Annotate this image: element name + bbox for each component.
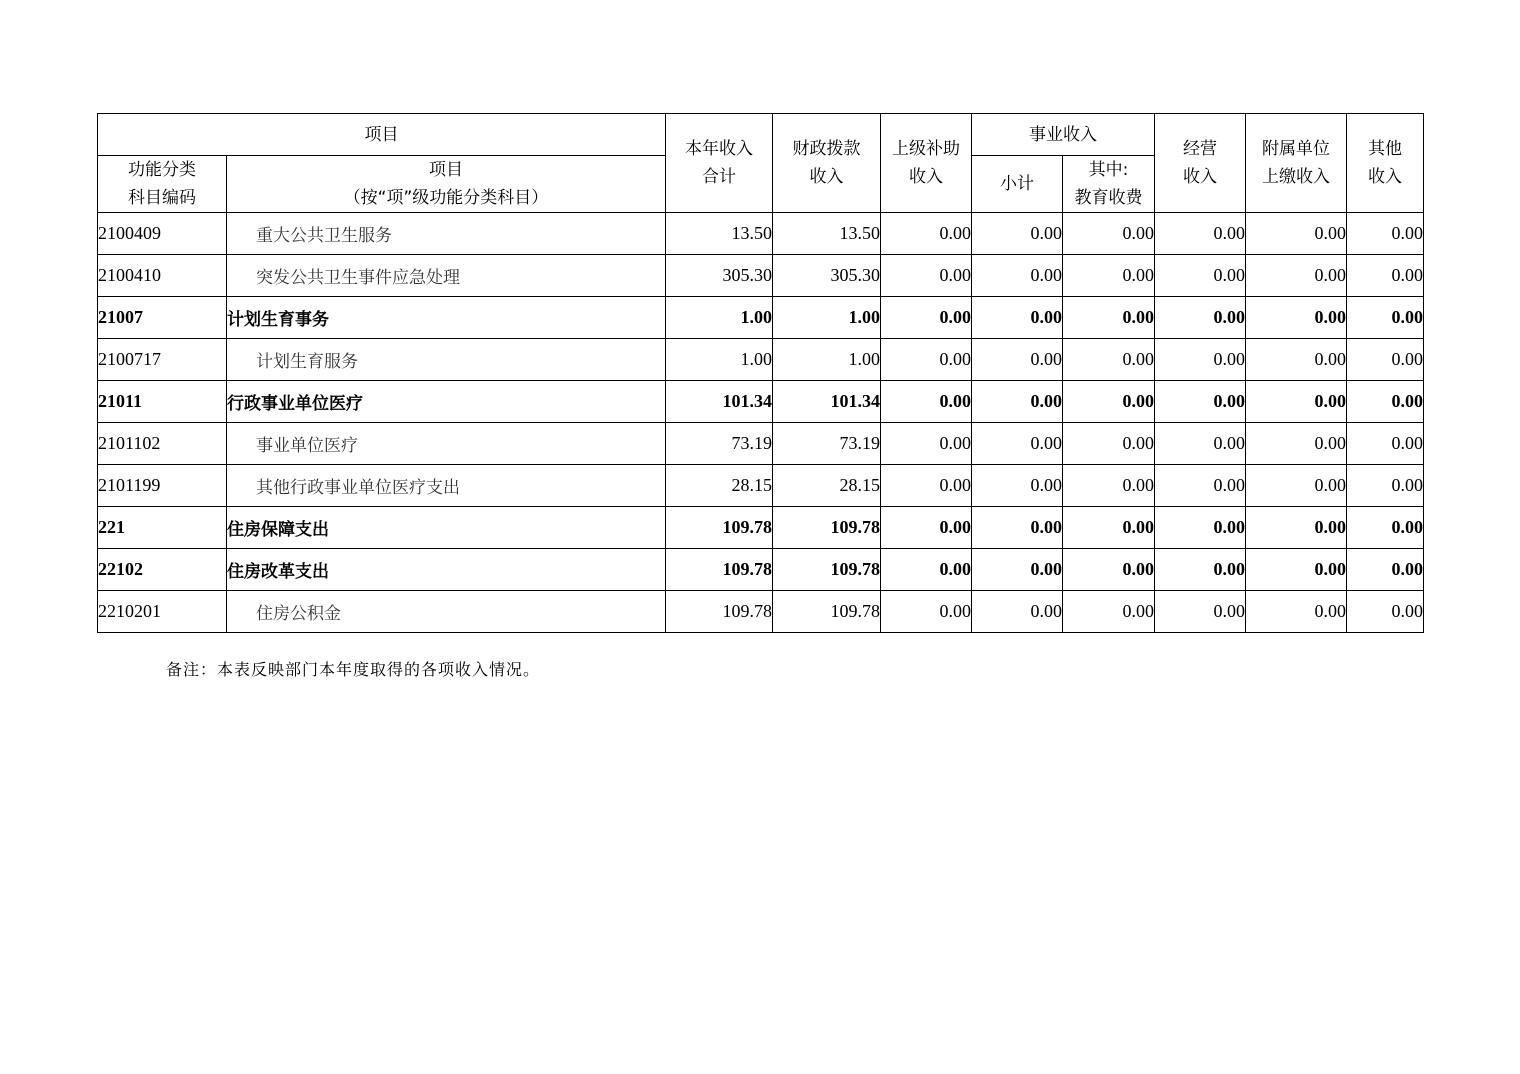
row-name: 计划生育服务 <box>227 339 666 381</box>
row-value: 0.00 <box>972 339 1063 381</box>
row-value: 0.00 <box>1246 423 1347 465</box>
row-code: 221 <box>98 507 227 549</box>
row-value: 0.00 <box>881 549 972 591</box>
row-name: 事业单位医疗 <box>227 423 666 465</box>
row-value: 0.00 <box>1246 339 1347 381</box>
row-value: 13.50 <box>773 213 881 255</box>
row-value: 28.15 <box>666 465 773 507</box>
row-code: 2100409 <box>98 213 227 255</box>
table-row <box>98 213 1424 255</box>
row-value: 1.00 <box>773 339 881 381</box>
row-value: 0.00 <box>1347 339 1424 381</box>
row-value: 0.00 <box>881 591 972 633</box>
row-value: 0.00 <box>1155 255 1246 297</box>
row-name: 计划生育事务 <box>227 297 666 339</box>
header-subsidy: 上级补助 收入 <box>881 114 972 213</box>
header-subtotal: 小计 <box>972 156 1063 213</box>
row-value: 0.00 <box>1063 423 1155 465</box>
row-value: 0.00 <box>1246 381 1347 423</box>
row-value: 0.00 <box>1347 381 1424 423</box>
row-value: 0.00 <box>1063 297 1155 339</box>
row-value: 0.00 <box>1347 591 1424 633</box>
row-value: 109.78 <box>773 507 881 549</box>
row-value: 1.00 <box>666 297 773 339</box>
table-row <box>98 465 1424 507</box>
table-note: 备注：本表反映部门本年度取得的各项收入情况。 <box>166 660 541 679</box>
row-value: 109.78 <box>773 549 881 591</box>
row-value: 0.00 <box>972 213 1063 255</box>
header-total: 本年收入 合计 <box>666 114 773 213</box>
row-value: 109.78 <box>666 507 773 549</box>
row-value: 0.00 <box>972 549 1063 591</box>
row-value: 0.00 <box>1347 507 1424 549</box>
row-value: 0.00 <box>1155 507 1246 549</box>
income-table <box>97 113 1424 633</box>
row-code: 2100410 <box>98 255 227 297</box>
row-value: 0.00 <box>1063 591 1155 633</box>
row-value: 13.50 <box>666 213 773 255</box>
row-value: 1.00 <box>666 339 773 381</box>
row-value: 0.00 <box>881 423 972 465</box>
row-value: 0.00 <box>1063 213 1155 255</box>
row-value: 0.00 <box>1347 549 1424 591</box>
row-value: 305.30 <box>666 255 773 297</box>
row-value: 101.34 <box>666 381 773 423</box>
table-row <box>98 591 1424 633</box>
table-header <box>98 114 1424 213</box>
table-row <box>98 255 1424 297</box>
header-code: 功能分类 科目编码 <box>98 156 227 213</box>
row-name: 重大公共卫生服务 <box>227 213 666 255</box>
row-value: 0.00 <box>1063 549 1155 591</box>
header-other: 其他 收入 <box>1347 114 1424 213</box>
row-value: 0.00 <box>1063 339 1155 381</box>
row-value: 0.00 <box>1246 255 1347 297</box>
row-value: 109.78 <box>773 591 881 633</box>
row-value: 0.00 <box>1155 381 1246 423</box>
row-value: 0.00 <box>1155 339 1246 381</box>
row-value: 0.00 <box>972 465 1063 507</box>
row-value: 0.00 <box>1063 381 1155 423</box>
row-value: 0.00 <box>1063 255 1155 297</box>
row-value: 0.00 <box>881 297 972 339</box>
table-body <box>98 213 1424 633</box>
row-value: 0.00 <box>1155 213 1246 255</box>
row-code: 2101102 <box>98 423 227 465</box>
header-item: 项目 （按“项”级功能分类科目） <box>227 156 666 213</box>
header-fiscal: 财政拨款 收入 <box>773 114 881 213</box>
row-name: 住房改革支出 <box>227 549 666 591</box>
row-value: 0.00 <box>881 381 972 423</box>
row-value: 0.00 <box>972 255 1063 297</box>
row-code: 2101199 <box>98 465 227 507</box>
row-name: 其他行政事业单位医疗支出 <box>227 465 666 507</box>
row-value: 73.19 <box>773 423 881 465</box>
row-name: 突发公共卫生事件应急处理 <box>227 255 666 297</box>
row-value: 0.00 <box>1246 213 1347 255</box>
row-value: 0.00 <box>1347 423 1424 465</box>
row-value: 0.00 <box>1347 255 1424 297</box>
header-business: 经营 收入 <box>1155 114 1246 213</box>
row-value: 109.78 <box>666 591 773 633</box>
row-value: 28.15 <box>773 465 881 507</box>
row-value: 0.00 <box>1063 465 1155 507</box>
row-value: 0.00 <box>1246 591 1347 633</box>
row-code: 21007 <box>98 297 227 339</box>
row-value: 0.00 <box>1155 423 1246 465</box>
header-project: 项目 <box>98 114 666 156</box>
header-career: 事业收入 <box>972 114 1155 156</box>
row-value: 0.00 <box>1246 465 1347 507</box>
row-value: 0.00 <box>972 297 1063 339</box>
row-value: 0.00 <box>881 507 972 549</box>
row-value: 0.00 <box>1063 507 1155 549</box>
row-name: 住房保障支出 <box>227 507 666 549</box>
row-value: 0.00 <box>1347 465 1424 507</box>
row-value: 0.00 <box>1155 465 1246 507</box>
table-row <box>98 297 1424 339</box>
row-code: 2100717 <box>98 339 227 381</box>
row-name: 行政事业单位医疗 <box>227 381 666 423</box>
row-value: 0.00 <box>1155 297 1246 339</box>
table-row <box>98 549 1424 591</box>
row-value: 1.00 <box>773 297 881 339</box>
header-edu-fee: 其中: 教育收费 <box>1063 156 1155 213</box>
row-value: 101.34 <box>773 381 881 423</box>
row-value: 0.00 <box>1347 213 1424 255</box>
row-value: 0.00 <box>972 591 1063 633</box>
row-value: 305.30 <box>773 255 881 297</box>
row-name: 住房公积金 <box>227 591 666 633</box>
row-value: 0.00 <box>972 423 1063 465</box>
row-value: 0.00 <box>881 465 972 507</box>
row-value: 0.00 <box>972 381 1063 423</box>
table-row <box>98 381 1424 423</box>
row-value: 109.78 <box>666 549 773 591</box>
row-value: 73.19 <box>666 423 773 465</box>
table-row <box>98 339 1424 381</box>
header-affiliate: 附属单位 上缴收入 <box>1246 114 1347 213</box>
row-code: 22102 <box>98 549 227 591</box>
row-value: 0.00 <box>972 507 1063 549</box>
row-value: 0.00 <box>881 213 972 255</box>
row-value: 0.00 <box>1246 297 1347 339</box>
table-row <box>98 423 1424 465</box>
row-value: 0.00 <box>1155 591 1246 633</box>
row-value: 0.00 <box>1347 297 1424 339</box>
row-code: 2210201 <box>98 591 227 633</box>
row-value: 0.00 <box>1246 507 1347 549</box>
row-value: 0.00 <box>1246 549 1347 591</box>
table-row <box>98 507 1424 549</box>
row-value: 0.00 <box>881 255 972 297</box>
row-value: 0.00 <box>881 339 972 381</box>
row-value: 0.00 <box>1155 549 1246 591</box>
row-code: 21011 <box>98 381 227 423</box>
